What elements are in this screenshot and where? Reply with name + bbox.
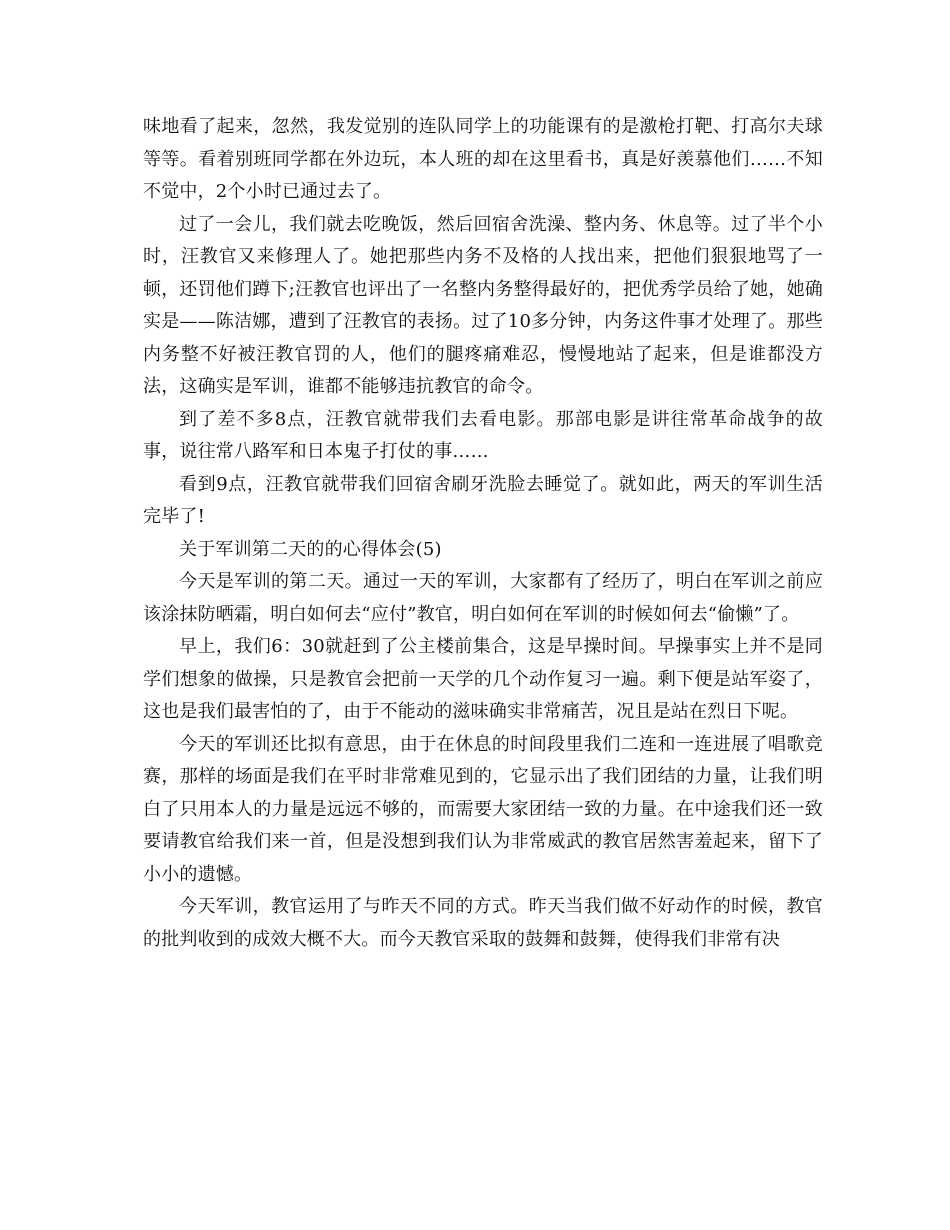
paragraph: 早上，我们6：30就赶到了公主楼前集合，这是早操时间。早操事实上并不是同学们想象的做操，只是教官会把前一天学的几个动作复习一遍。剩下便是站军姿了，这也是我们最害怕的了，由于不能动的滋味确实非常痛苦，况且是站在烈日下呢。 (143, 636, 823, 722)
paragraph-continuation: 味地看了起来，忽然，我发觉别的连队同学上的功能课有的是激枪打靶、打高尔夫球等等。看着别班同学都在外边玩，本人班的却在这里看书，真是好羡慕他们……不知不觉中，2个小时已通过去了。 (143, 116, 823, 202)
paragraph: 今天军训，教官运用了与昨天不同的方式。昨天当我们做不好动作的时候，教官的批判收到的成效大概不大。而今天教官采取的鼓舞和鼓舞，使得我们非常有决 (143, 896, 823, 950)
paragraph: 到了差不多8点，汪教官就带我们去看电影。那部电影是讲往常革命战争的故事，说往常八路军和日本鬼子打仗的事…… (143, 408, 823, 462)
paragraph: 过了一会儿，我们就去吃晚饭，然后回宿舍洗澡、整内务、休息等。过了半个小时，汪教官又来修理人了。她把那些内务不及格的人找出来，把他们狠狠地骂了一顿，还罚他们蹲下;汪教官也评出了一名整内务整得最好的，把优秀学员给了她，她确实是——陈洁娜，遭到了汪教官的表扬。过了10多分钟，内务这件事才处理了。那些内务整不好被汪教官罚的人，他们的腿疼痛难忍，慢慢地站了起来，但是谁都没方法，这确实是军训，谁都不能够违抗教官的命令。 (143, 213, 823, 397)
section-heading: 关于军训第二天的的心得体会(5) (179, 538, 442, 560)
paragraph: 今天的军训还比拟有意思，由于在休息的时间段里我们二连和一连进展了唱歌竞赛，那样的场面是我们在平时非常难见到的，它显示出了我们团结的力量，让我们明白了只用本人的力量是远远不够的，而需要大家团结一致的力量。在中途我们还一致要请教官给我们来一首，但是没想到我们认为非常威武的教官居然害羞起来，留下了小小的遗憾。 (143, 733, 823, 885)
document-body (143, 111, 823, 956)
paragraph: 今天是军训的第二天。通过一天的军训，大家都有了经历了，明白在军训之前应该涂抹防晒霜，明白如何去“应付”教官，明白如何在军训的时候如何去“偷懒”了。 (143, 571, 823, 625)
paragraph: 看到9点，汪教官就带我们回宿舍刷牙洗脸去睡觉了。就如此，两天的军训生活完毕了! (143, 473, 823, 527)
